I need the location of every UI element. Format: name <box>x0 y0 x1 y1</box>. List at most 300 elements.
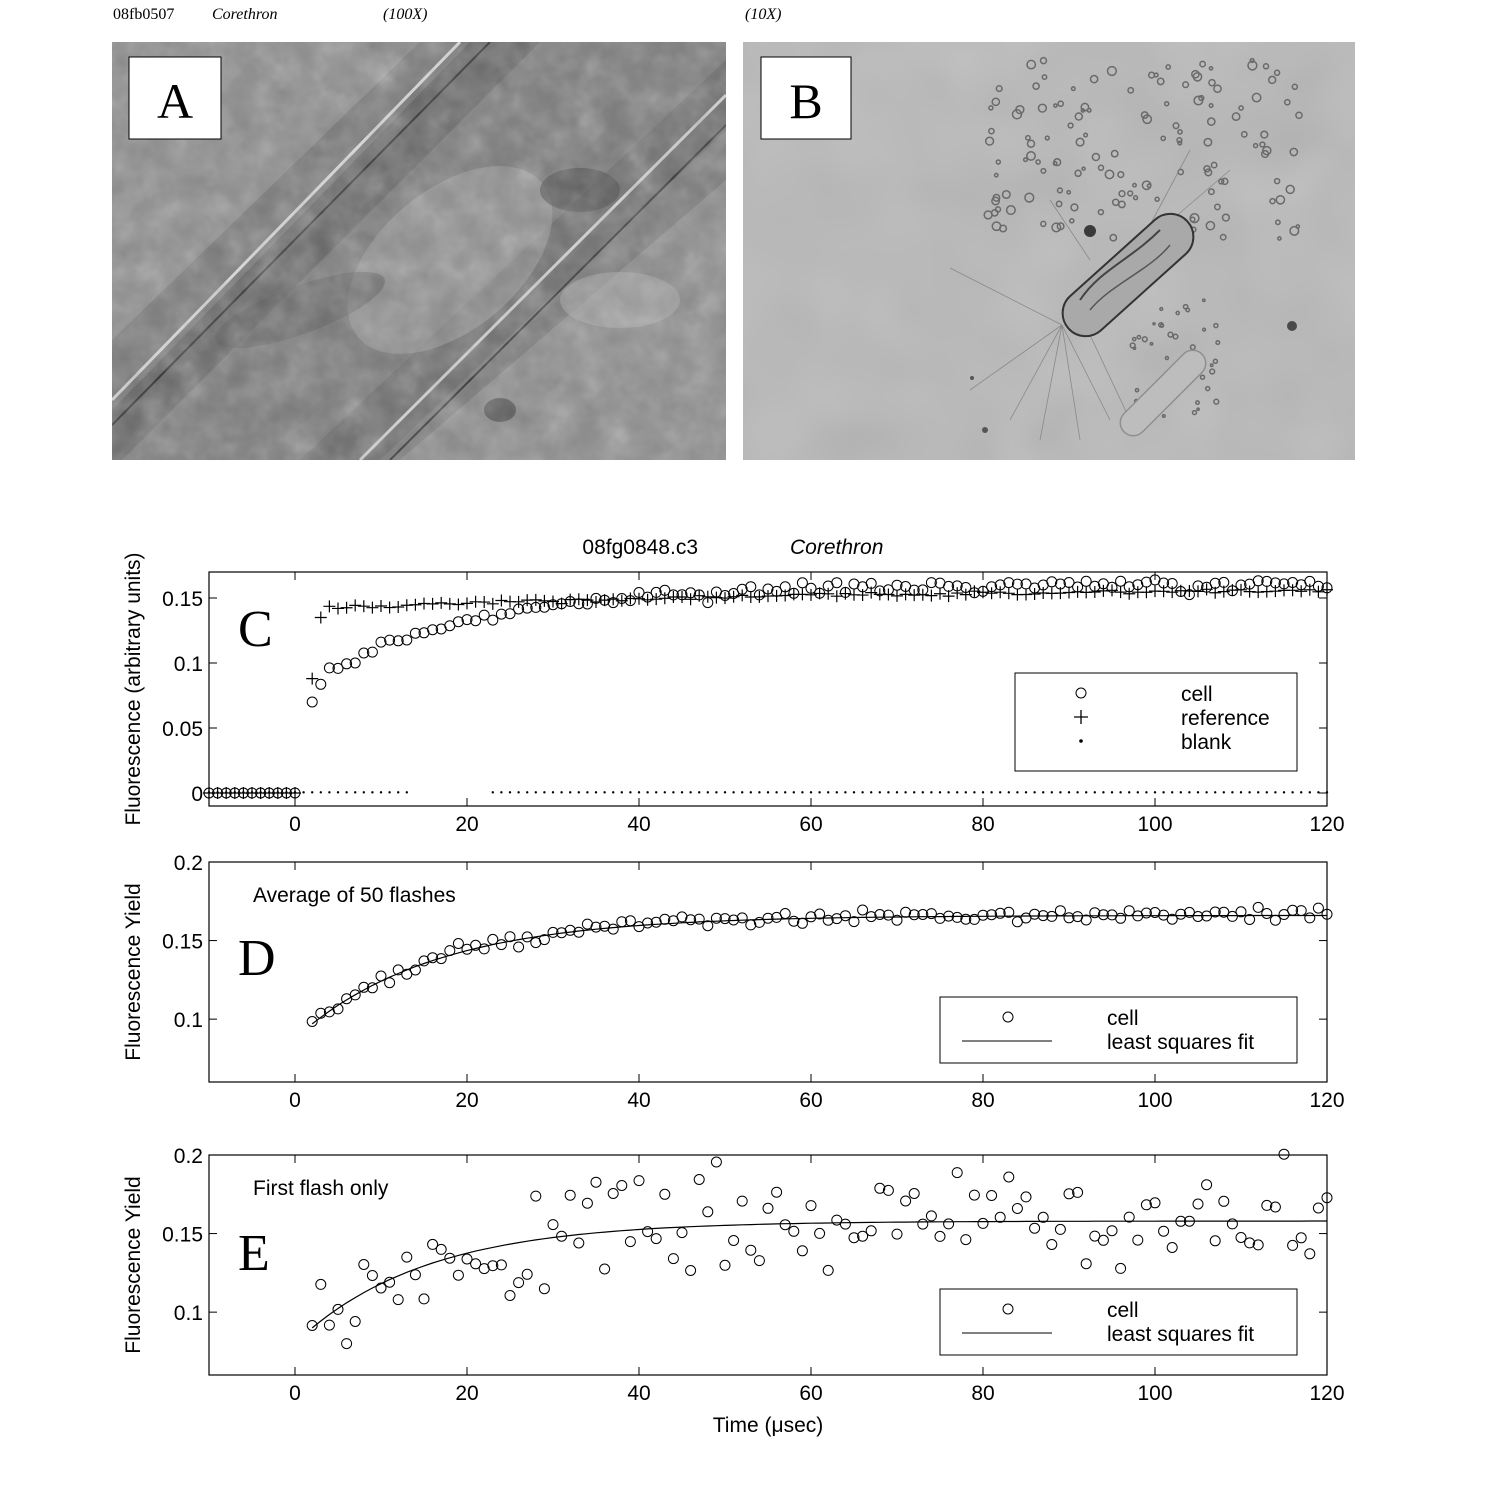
data-point <box>234 791 236 793</box>
data-point <box>797 918 807 928</box>
data-point <box>1154 791 1156 793</box>
data-point <box>600 1264 610 1274</box>
data-point <box>1116 1263 1126 1273</box>
data-point <box>526 791 528 793</box>
legend-label: cell <box>1107 1299 1139 1322</box>
data-point <box>1081 1259 1091 1269</box>
data-point <box>514 1278 524 1288</box>
data-point <box>1223 791 1225 793</box>
data-point <box>342 1339 352 1349</box>
data-point <box>780 1220 790 1230</box>
data-point <box>789 1226 799 1236</box>
data-point <box>1137 791 1139 793</box>
data-point <box>922 791 924 793</box>
data-point <box>1248 791 1250 793</box>
data-point <box>578 791 580 793</box>
data-point <box>1098 1235 1108 1245</box>
data-point <box>574 1238 584 1248</box>
panel-letter: D <box>238 930 276 987</box>
data-point <box>1257 791 1259 793</box>
data-point <box>655 791 657 793</box>
data-point <box>316 1279 326 1289</box>
data-point <box>1219 1196 1229 1206</box>
data-point <box>707 791 709 793</box>
x-tick-label: 0 <box>289 1382 301 1405</box>
data-point <box>840 911 850 921</box>
x-tick-label: 40 <box>627 1089 651 1112</box>
data-point <box>918 1219 928 1229</box>
data-point <box>729 1236 739 1246</box>
y-axis-label: Fluorescence Yield <box>122 883 145 1061</box>
data-point <box>1227 1219 1237 1229</box>
x-tick-label: 80 <box>971 1089 995 1112</box>
data-point <box>371 791 373 793</box>
data-point <box>259 791 261 793</box>
data-point <box>586 791 588 793</box>
data-point <box>737 913 747 923</box>
data-point <box>1158 585 1170 597</box>
data-point <box>453 939 463 949</box>
data-point <box>660 1189 670 1199</box>
data-point <box>935 1231 945 1241</box>
y-tick-label: 0.15 <box>162 588 203 611</box>
data-point <box>939 791 941 793</box>
data-point <box>1055 906 1065 916</box>
legend-marker <box>1079 739 1083 743</box>
legend-label: reference <box>1181 707 1270 730</box>
y-tick-label: 0.1 <box>173 1009 203 1033</box>
data-point <box>1197 791 1199 793</box>
data-point <box>909 1189 919 1199</box>
data-point <box>703 1207 713 1217</box>
data-point <box>754 1256 764 1266</box>
data-point <box>896 791 898 793</box>
data-point <box>1145 791 1147 793</box>
data-point <box>1305 913 1315 923</box>
data-point <box>1004 1172 1014 1182</box>
data-point <box>1119 791 1121 793</box>
data-point <box>990 791 992 793</box>
data-point <box>608 1189 618 1199</box>
data-point <box>495 595 507 607</box>
data-point <box>638 791 640 793</box>
x-tick-label: 40 <box>627 813 651 836</box>
data-point <box>917 589 929 601</box>
data-point <box>354 791 356 793</box>
data-point <box>505 1291 515 1301</box>
data-point <box>913 791 915 793</box>
data-point <box>419 1294 429 1304</box>
data-point <box>831 590 843 602</box>
x-tick-label: 100 <box>1137 1089 1173 1112</box>
data-point <box>1262 909 1272 919</box>
data-point <box>603 791 605 793</box>
data-point <box>397 791 399 793</box>
x-tick-label: 100 <box>1137 813 1173 836</box>
data-point <box>565 1190 575 1200</box>
data-point <box>664 791 666 793</box>
data-point <box>435 597 447 609</box>
data-point <box>1116 913 1126 923</box>
data-point <box>1021 1192 1031 1202</box>
data-point <box>853 791 855 793</box>
data-point <box>806 1201 816 1211</box>
data-point <box>1296 1233 1306 1243</box>
data-point <box>857 589 869 601</box>
data-point <box>410 1270 420 1280</box>
data-point <box>1054 587 1066 599</box>
data-point <box>1076 791 1078 793</box>
data-point <box>427 598 439 610</box>
data-point <box>453 1270 463 1280</box>
data-point <box>681 791 683 793</box>
chart-c-title-id: 08fg0848.c3 <box>582 536 698 559</box>
data-point <box>1193 1199 1203 1209</box>
data-point <box>582 1198 592 1208</box>
x-axis-label: Time (μsec) <box>712 1414 824 1437</box>
photo-label-b <box>761 57 851 139</box>
data-point <box>323 600 335 612</box>
data-point <box>216 791 218 793</box>
data-point <box>302 791 304 793</box>
data-point <box>724 791 726 793</box>
data-point <box>956 791 958 793</box>
data-point <box>1313 1203 1323 1213</box>
data-point <box>225 791 227 793</box>
data-point <box>698 791 700 793</box>
x-tick-label: 60 <box>799 1382 823 1405</box>
data-point <box>982 791 984 793</box>
data-point <box>686 1266 696 1276</box>
magnification-b: (10X) <box>745 6 782 23</box>
data-point <box>758 791 760 793</box>
data-point <box>1008 791 1010 793</box>
legend <box>1015 673 1297 771</box>
y-tick-label: 0.2 <box>173 1145 203 1168</box>
data-point <box>1274 791 1276 793</box>
data-point <box>487 598 499 610</box>
data-point <box>294 791 296 793</box>
data-point <box>715 791 717 793</box>
data-point <box>651 1234 661 1244</box>
data-point <box>732 791 734 793</box>
data-point <box>517 791 519 793</box>
data-point <box>543 791 545 793</box>
data-point <box>1240 791 1242 793</box>
data-point <box>1313 903 1323 913</box>
data-point <box>522 1269 532 1279</box>
data-point <box>1116 576 1126 586</box>
data-point <box>251 791 253 793</box>
data-point <box>509 791 511 793</box>
data-point <box>823 1265 833 1275</box>
data-point <box>349 599 361 611</box>
y-tick-label: 0.2 <box>173 852 203 875</box>
data-point <box>973 791 975 793</box>
data-point <box>320 791 322 793</box>
legend-label: least squares fit <box>1107 1323 1255 1346</box>
data-point <box>1188 791 1190 793</box>
data-point <box>1162 791 1164 793</box>
x-tick-label: 120 <box>1309 1382 1345 1405</box>
chart-d <box>122 852 1345 1112</box>
data-point <box>1205 791 1207 793</box>
data-point <box>1283 791 1285 793</box>
data-point <box>345 791 347 793</box>
data-point <box>887 791 889 793</box>
data-point <box>882 589 894 601</box>
data-point <box>341 602 353 614</box>
data-point <box>1202 1180 1212 1190</box>
panel-letter: E <box>238 1225 270 1282</box>
photo-label-a-text: A <box>156 73 194 129</box>
panel-annotation: Average of 50 flashes <box>253 884 456 907</box>
data-point <box>402 1252 412 1262</box>
data-point <box>844 791 846 793</box>
x-tick-label: 20 <box>455 813 479 836</box>
data-point <box>539 1284 549 1294</box>
data-point <box>552 791 554 793</box>
data-point <box>961 1235 971 1245</box>
data-point <box>337 791 339 793</box>
data-point <box>380 791 382 793</box>
data-point <box>621 791 623 793</box>
data-point <box>1214 791 1216 793</box>
data-point <box>496 940 506 950</box>
data-point <box>359 1260 369 1270</box>
data-point <box>818 791 820 793</box>
data-point <box>595 791 597 793</box>
data-point <box>1288 1240 1298 1250</box>
data-point <box>870 791 872 793</box>
data-point <box>999 791 1001 793</box>
data-point <box>409 599 421 611</box>
data-point <box>514 942 524 952</box>
y-tick-label: 0.1 <box>173 653 203 676</box>
data-point <box>995 1212 1005 1222</box>
data-point <box>350 1317 360 1327</box>
data-point <box>444 598 456 610</box>
x-tick-label: 20 <box>455 1089 479 1112</box>
data-point <box>1089 586 1101 598</box>
x-tick-label: 80 <box>971 813 995 836</box>
data-point <box>1171 791 1173 793</box>
data-point <box>376 1283 386 1293</box>
data-point <box>535 791 537 793</box>
data-point <box>801 791 803 793</box>
data-point <box>1210 1236 1220 1246</box>
species-name: Corethron <box>212 6 278 23</box>
legend <box>940 1289 1297 1355</box>
photo-label-a <box>129 57 221 139</box>
magnification-a: (100X) <box>383 6 428 23</box>
data-point <box>316 679 326 689</box>
data-point <box>608 924 618 934</box>
data-point <box>866 1226 876 1236</box>
data-point <box>1305 1249 1315 1259</box>
data-point <box>363 791 365 793</box>
data-point <box>901 1196 911 1206</box>
legend-label: least squares fit <box>1107 1031 1255 1054</box>
data-point <box>242 791 244 793</box>
x-tick-label: 80 <box>971 1382 995 1405</box>
chart-c <box>122 552 1345 836</box>
data-point <box>711 1157 721 1167</box>
data-point <box>746 1245 756 1255</box>
data-point <box>965 791 967 793</box>
data-point <box>461 597 473 609</box>
data-point <box>646 791 648 793</box>
data-point <box>668 1254 678 1264</box>
data-point <box>478 596 490 608</box>
data-point <box>1279 1149 1289 1159</box>
data-point <box>883 1185 893 1195</box>
data-point <box>947 791 949 793</box>
data-point <box>1085 791 1087 793</box>
data-point <box>1309 791 1311 793</box>
data-point <box>1012 1204 1022 1214</box>
data-point <box>815 1228 825 1238</box>
data-point <box>772 1187 782 1197</box>
x-tick-label: 60 <box>799 1089 823 1112</box>
x-tick-label: 120 <box>1309 1089 1345 1112</box>
data-point <box>1051 791 1053 793</box>
data-point <box>694 1175 704 1185</box>
data-point <box>367 1271 377 1281</box>
legend-label: cell <box>1181 683 1213 706</box>
data-point <box>1068 791 1070 793</box>
data-point <box>1159 1226 1169 1236</box>
data-point <box>775 791 777 793</box>
data-point <box>1128 791 1130 793</box>
data-point <box>1033 791 1035 793</box>
data-point <box>1016 791 1018 793</box>
data-point <box>780 909 790 919</box>
data-point <box>672 791 674 793</box>
x-tick-label: 20 <box>455 1382 479 1405</box>
data-point <box>810 791 812 793</box>
data-point <box>285 791 287 793</box>
data-point <box>366 602 378 614</box>
data-point <box>277 791 279 793</box>
data-point <box>926 1211 936 1221</box>
data-point <box>1300 791 1302 793</box>
data-point <box>406 791 408 793</box>
data-point <box>689 791 691 793</box>
y-tick-label: 0.15 <box>162 930 203 954</box>
data-point <box>612 791 614 793</box>
data-point <box>904 791 906 793</box>
data-point <box>797 1246 807 1256</box>
y-tick-label: 0 <box>191 783 203 806</box>
data-point <box>1140 586 1152 598</box>
data-point <box>1047 1240 1057 1250</box>
data-point <box>879 791 881 793</box>
data-point <box>952 1168 962 1178</box>
x-tick-label: 0 <box>289 1089 301 1112</box>
data-point <box>840 1219 850 1229</box>
data-point <box>307 697 317 707</box>
data-point <box>634 1176 644 1186</box>
data-point <box>492 791 494 793</box>
data-point <box>793 791 795 793</box>
y-axis-label: Fluorescence Yield <box>122 1176 145 1354</box>
data-point <box>1312 586 1324 598</box>
data-point <box>324 1320 334 1330</box>
data-point <box>332 602 344 614</box>
data-point <box>625 1237 635 1247</box>
data-point <box>522 932 532 942</box>
data-point <box>784 791 786 793</box>
data-point <box>591 1177 601 1187</box>
x-tick-label: 100 <box>1137 1382 1173 1405</box>
data-point <box>1081 915 1091 925</box>
series-blank <box>208 791 1328 793</box>
data-point <box>629 791 631 793</box>
y-tick-label: 0.1 <box>173 1302 203 1326</box>
data-point <box>677 1228 687 1238</box>
data-point <box>1253 902 1263 912</box>
data-point <box>500 791 502 793</box>
data-point <box>969 1190 979 1200</box>
data-point <box>858 905 868 915</box>
data-point <box>763 1203 773 1213</box>
data-point <box>1042 791 1044 793</box>
data-point <box>750 791 752 793</box>
data-point <box>822 588 834 600</box>
data-point <box>978 1218 988 1228</box>
data-point <box>358 600 370 612</box>
y-tick-label: 0.05 <box>162 718 203 741</box>
data-point <box>1107 1226 1117 1236</box>
data-point <box>892 1229 902 1239</box>
data-point <box>1055 1224 1065 1234</box>
data-point <box>861 791 863 793</box>
data-point <box>1025 791 1027 793</box>
data-point <box>767 791 769 793</box>
data-point <box>569 791 571 793</box>
data-point <box>208 791 210 793</box>
data-point <box>900 588 912 600</box>
data-point <box>1291 791 1293 793</box>
data-point <box>930 791 932 793</box>
data-point <box>1270 915 1280 925</box>
data-point <box>1326 791 1328 793</box>
data-point <box>1167 1243 1177 1253</box>
chart-c-title-species: Corethron <box>790 536 884 559</box>
data-point <box>560 791 562 793</box>
data-point <box>268 791 270 793</box>
data-point <box>1133 1235 1143 1245</box>
data-point <box>548 1220 558 1230</box>
data-point <box>328 791 330 793</box>
data-point <box>1231 791 1233 793</box>
legend-label: cell <box>1107 1007 1139 1030</box>
x-tick-label: 120 <box>1309 813 1345 836</box>
data-point <box>1317 791 1319 793</box>
data-point <box>311 791 313 793</box>
data-point <box>1003 587 1015 599</box>
data-point <box>944 1219 954 1229</box>
photo-label-b-text: B <box>789 73 823 129</box>
x-tick-label: 0 <box>289 813 301 836</box>
data-point <box>1030 1223 1040 1233</box>
data-point <box>1111 791 1113 793</box>
data-point <box>452 598 464 610</box>
data-point <box>1102 791 1104 793</box>
y-tick-label: 0.15 <box>162 1223 203 1247</box>
chart-e <box>122 1145 1345 1437</box>
